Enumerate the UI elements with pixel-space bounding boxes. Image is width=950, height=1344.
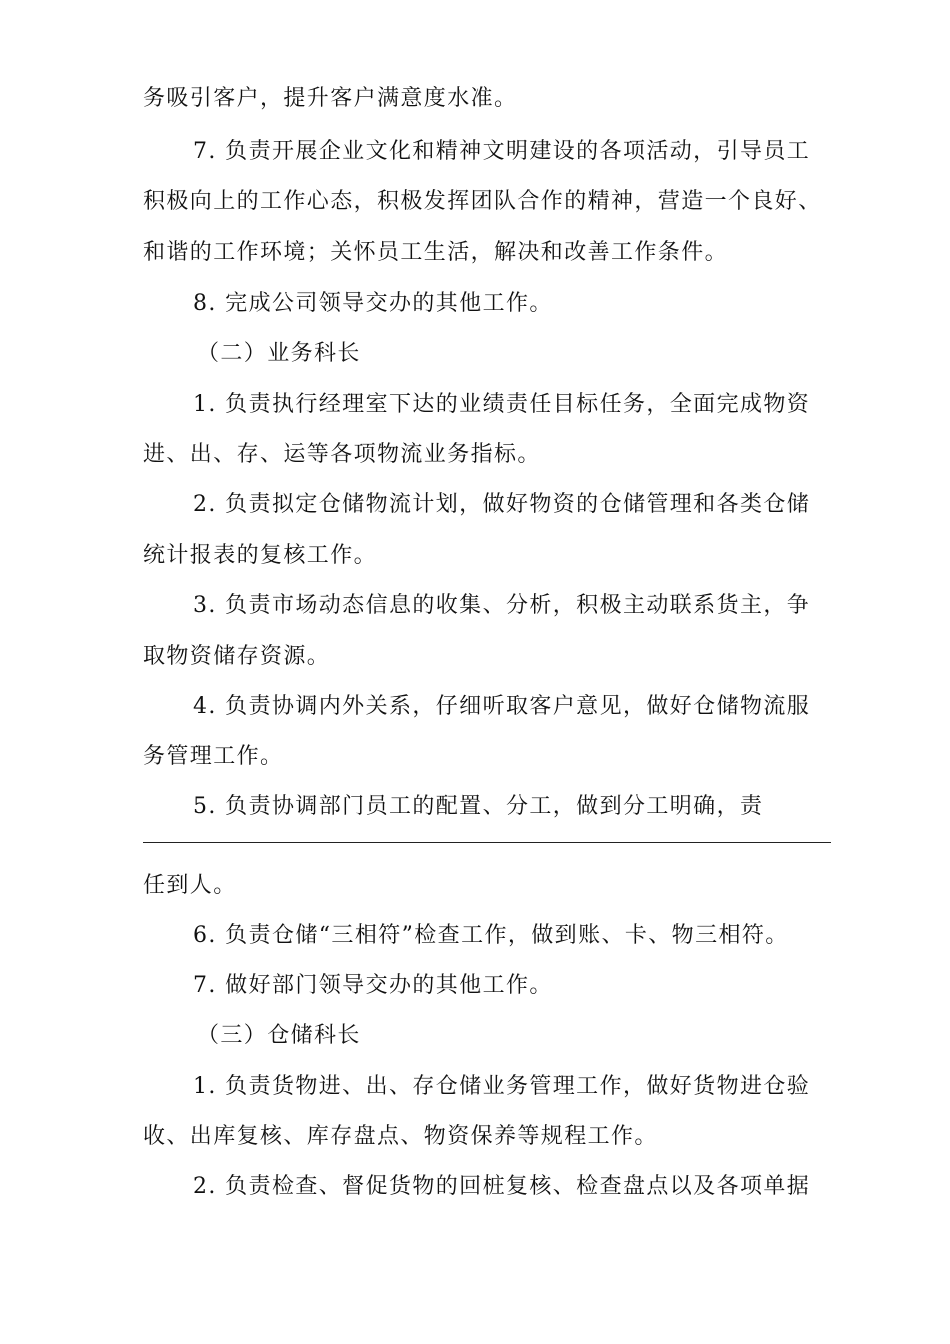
text-line: 统计报表的复核工作。 bbox=[143, 543, 378, 568]
section-heading: （二）业务科长 bbox=[197, 341, 361, 366]
text-line: 2. 负责检查、督促货物的回桩复核、检查盘点以及各项单据 bbox=[193, 1174, 811, 1199]
text-line: 1. 负责执行经理室下达的业绩责任目标任务，全面完成物资 bbox=[193, 392, 811, 417]
text-line: 7. 做好部门领导交办的其他工作。 bbox=[193, 973, 553, 998]
text-line: 5. 负责协调部门员工的配置、分工，做到分工明确，责 bbox=[193, 794, 764, 819]
text-line: 6. 负责仓储“三相符”检查工作，做到账、卡、物三相符。 bbox=[193, 923, 789, 948]
text-line: 务吸引客户，提升客户满意度水准。 bbox=[143, 86, 518, 111]
text-line: 4. 负责协调内外关系，仔细听取客户意见，做好仓储物流服 bbox=[193, 694, 811, 719]
text-line: 1. 负责货物进、出、存仓储业务管理工作，做好货物进仓验 bbox=[193, 1074, 811, 1099]
text-line: 取物资储存资源。 bbox=[143, 644, 331, 669]
text-line: 3. 负责市场动态信息的收集、分析，积极主动联系货主，争 bbox=[193, 593, 811, 618]
text-line: 务管理工作。 bbox=[143, 744, 284, 769]
text-line: 8. 完成公司领导交办的其他工作。 bbox=[193, 291, 553, 316]
text-line: 积极向上的工作心态，积极发挥团队合作的精神，营造一个良好、 bbox=[143, 189, 822, 214]
text-line: 收、出库复核、库存盘点、物资保养等规程工作。 bbox=[143, 1124, 658, 1149]
page-break-divider bbox=[143, 842, 831, 843]
section-heading: （三）仓储科长 bbox=[197, 1023, 361, 1048]
text-line: 进、出、存、运等各项物流业务指标。 bbox=[143, 442, 541, 467]
text-line: 2. 负责拟定仓储物流计划，做好物资的仓储管理和各类仓储 bbox=[193, 492, 811, 517]
text-line: 7. 负责开展企业文化和精神文明建设的各项活动，引导员工 bbox=[193, 139, 811, 164]
text-line: 和谐的工作环境；关怀员工生活，解决和改善工作条件。 bbox=[143, 240, 729, 265]
text-line: 任到人。 bbox=[143, 873, 237, 898]
